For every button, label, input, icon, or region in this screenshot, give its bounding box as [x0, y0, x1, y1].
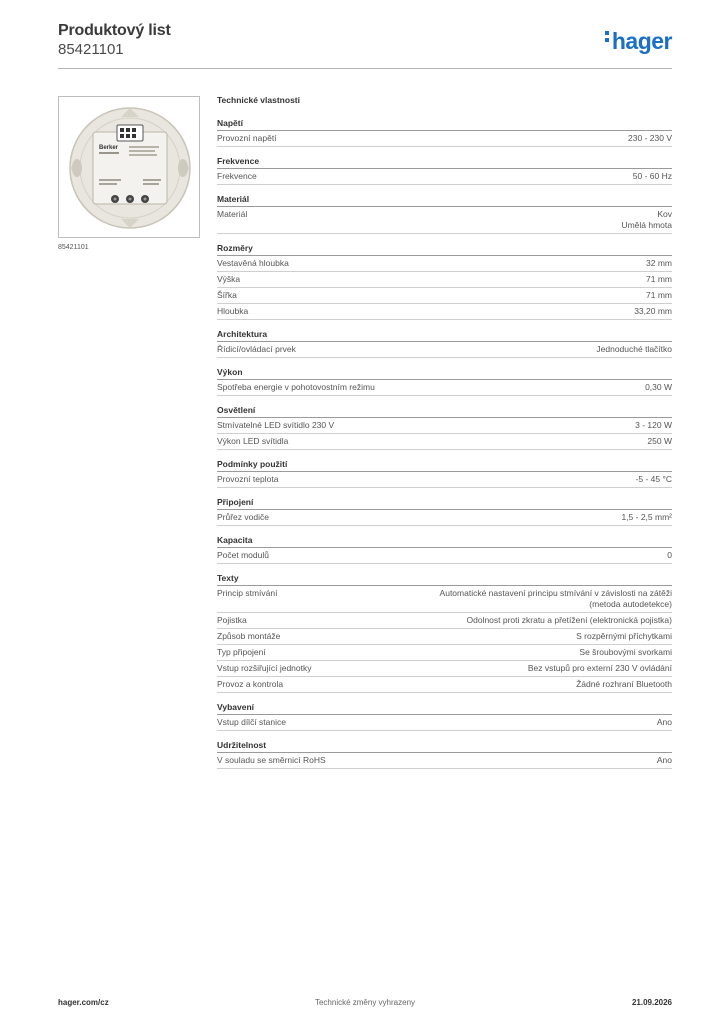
header-divider: [58, 68, 672, 69]
spec-value: [579, 647, 672, 658]
spec-row: [217, 661, 672, 677]
specs-title: Technické vlastnosti: [217, 95, 300, 105]
spec-value-line: Ano: [656, 717, 672, 727]
spec-value: [466, 615, 672, 626]
spec-row: [217, 472, 672, 488]
spec-group-title: Napětí: [217, 118, 672, 131]
spec-group: [217, 702, 672, 731]
spec-value-line: Ano: [656, 755, 672, 765]
spec-value: [528, 663, 672, 674]
spec-label: Princip stmívání: [217, 588, 278, 598]
spec-value: [645, 382, 672, 393]
spec-value-line: Jednoduché tlačítko: [596, 344, 672, 354]
spec-value-line: 71 mm: [646, 274, 672, 284]
spec-label: Frekvence: [217, 171, 257, 181]
spec-label: Stmívatelné LED svítidlo 230 V: [217, 420, 335, 430]
image-caption: 85421101: [58, 244, 89, 251]
spec-label: Provozní teplota: [217, 474, 279, 484]
spec-value: [646, 274, 672, 285]
logo-dots-icon: [605, 31, 610, 45]
spec-value-line: Umělá hmota: [621, 220, 672, 230]
spec-row: [217, 613, 672, 629]
spec-group-title: Texty: [217, 573, 672, 586]
spec-row: [217, 207, 672, 234]
spec-value-line: Odolnost proti zkratu a přetížení (elektronická pojistka): [466, 615, 672, 625]
spec-value-line: Se šroubovými svorkami: [579, 647, 672, 657]
spec-group: [217, 329, 672, 358]
document-header: [58, 22, 672, 58]
spec-label: Pojistka: [217, 615, 247, 625]
spec-label: V souladu se směrnicí RoHS: [217, 755, 326, 765]
product-number: 85421101: [58, 41, 124, 58]
spec-value: [621, 512, 672, 523]
spec-value-line: S rozpěrnými příchytkami: [576, 631, 672, 641]
svg-text:Berker: Berker: [99, 145, 119, 151]
spec-group: [217, 740, 672, 769]
page-title: Produktový list: [58, 22, 171, 39]
spec-label: Řídicí/ovládací prvek: [217, 344, 296, 354]
spec-value: [667, 550, 672, 561]
spec-value: [440, 588, 672, 610]
spec-row: [217, 288, 672, 304]
spec-value-line: 0: [667, 550, 672, 560]
spec-value: [634, 306, 672, 317]
spec-row: [217, 586, 672, 613]
spec-row: [217, 380, 672, 396]
spec-group: [217, 573, 672, 693]
spec-row: [217, 256, 672, 272]
footer-date: 21.09.2026: [631, 998, 672, 1007]
spec-group: [217, 405, 672, 450]
spec-row: [217, 715, 672, 731]
spec-value: [635, 420, 672, 431]
spec-value: [636, 474, 672, 485]
spec-group-title: Materiál: [217, 194, 672, 207]
spec-group: [217, 535, 672, 564]
spec-row: [217, 272, 672, 288]
spec-value-line: 71 mm: [646, 290, 672, 300]
spec-label: Způsob montáže: [217, 631, 281, 641]
spec-row: [217, 753, 672, 769]
spec-value-line: 3 - 120 W: [635, 420, 672, 430]
spec-row: [217, 645, 672, 661]
spec-value: [633, 171, 672, 182]
spec-group-title: Vybavení: [217, 702, 672, 715]
spec-value: [628, 133, 672, 144]
spec-label: Hloubka: [217, 306, 249, 316]
spec-value-line: -5 - 45 °C: [635, 474, 672, 484]
spec-label: Průřez vodiče: [217, 512, 269, 522]
spec-label: Výška: [217, 274, 241, 284]
spec-label: Šířka: [217, 290, 237, 300]
spec-row: [217, 629, 672, 645]
spec-group-title: Osvětlení: [217, 405, 672, 418]
spec-group: [217, 243, 672, 320]
spec-label: Počet modulů: [217, 550, 269, 560]
spec-group-title: Připojení: [217, 497, 672, 510]
spec-value: [576, 631, 672, 642]
spec-row: [217, 342, 672, 358]
spec-row: [217, 548, 672, 564]
spec-group: [217, 459, 672, 488]
spec-row: [217, 131, 672, 147]
spec-group-title: Frekvence: [217, 156, 672, 169]
product-image: [58, 96, 200, 238]
spec-label: Vstup dílčí stanice: [217, 717, 286, 727]
spec-group: [217, 118, 672, 147]
spec-value-line: 32 mm: [646, 258, 672, 268]
spec-value-line: 33,20 mm: [634, 306, 672, 316]
spec-label: Spotřeba energie v pohotovostním režimu: [217, 382, 375, 392]
logo-text: hager: [611, 28, 672, 54]
spec-value-line: 0,30 W: [645, 382, 672, 392]
dimmer-insert-icon: [59, 97, 200, 238]
spec-label: Provoz a kontrola: [217, 679, 284, 689]
spec-value: [657, 755, 672, 766]
spec-value-line: 230 - 230 V: [628, 133, 672, 143]
spec-row: [217, 304, 672, 320]
spec-row: [217, 169, 672, 185]
spec-value-line: Automatické nastavení principu stmívání v závislosti na zátěži: [439, 588, 672, 598]
spec-group-title: Výkon: [217, 367, 672, 380]
spec-value-line: Žádné rozhraní Bluetooth: [576, 679, 672, 689]
spec-group-title: Rozměry: [217, 243, 672, 256]
spec-value-line: Bez vstupů pro externí 230 V ovládání: [527, 663, 672, 673]
spec-row: [217, 510, 672, 526]
hager-logo: [605, 28, 672, 55]
spec-label: Výkon LED svítidla: [217, 436, 289, 446]
spec-label: Vstup rozšiřující jednotky: [217, 663, 312, 673]
spec-value: [646, 290, 672, 301]
spec-label: Typ připojení: [217, 647, 266, 657]
spec-group-title: Udržitelnost: [217, 740, 672, 753]
spec-value: [596, 344, 672, 355]
spec-value-line: 1,5 - 2,5 mm²: [621, 512, 672, 522]
spec-group: [217, 194, 672, 234]
spec-value-line: 50 - 60 Hz: [632, 171, 672, 181]
spec-group: [217, 156, 672, 185]
spec-row: [217, 434, 672, 450]
footer-notice: Technické změny vyhrazeny: [314, 998, 416, 1007]
spec-value: [647, 436, 672, 447]
spec-group: [217, 497, 672, 526]
technical-specifications: [217, 95, 672, 778]
spec-label: Materiál: [217, 209, 248, 219]
spec-row: [217, 677, 672, 693]
spec-row: [217, 418, 672, 434]
spec-value-line: 250 W: [647, 436, 672, 446]
spec-label: Vestavěná hloubka: [217, 258, 289, 268]
footer-website[interactable]: hager.com/cz: [58, 998, 109, 1007]
spec-value: [646, 258, 672, 269]
spec-label: Provozní napětí: [217, 133, 277, 143]
spec-value: [621, 209, 672, 231]
spec-value: [657, 717, 672, 728]
spec-group-title: Architektura: [217, 329, 672, 342]
spec-group-title: Kapacita: [217, 535, 672, 548]
spec-group: [217, 367, 672, 396]
spec-group-title: Podmínky použití: [217, 459, 672, 472]
spec-value: [576, 679, 672, 690]
spec-value-line: (metoda autodetekce): [589, 599, 672, 609]
spec-value-line: Kov: [657, 209, 672, 219]
